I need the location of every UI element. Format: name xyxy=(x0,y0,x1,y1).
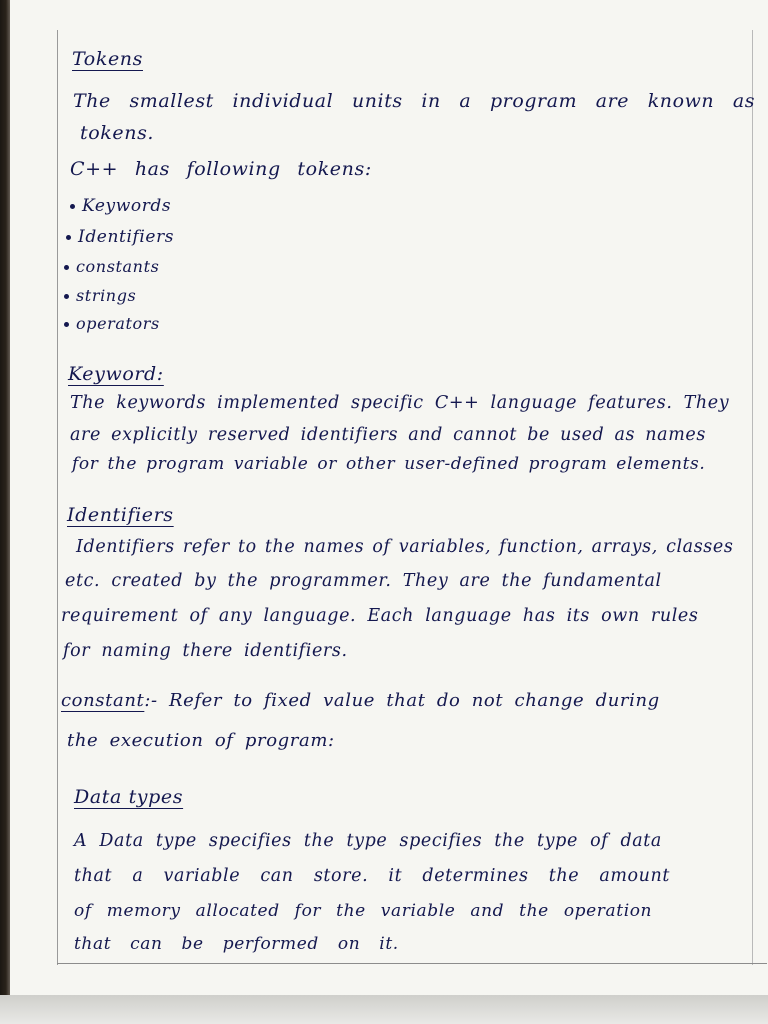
list-item-text: constants xyxy=(76,257,160,276)
tokens-heading: Tokens xyxy=(72,48,143,70)
tokens-list-item xyxy=(64,288,136,304)
keyword-line-1: The keywords implemented specific C++ language features. They xyxy=(70,393,730,413)
identifiers-line-1: Identifiers refer to the names of variables, function, arrays, classes xyxy=(76,537,734,557)
keyword-line-3: for the program variable or other user-defined program elements. xyxy=(72,454,706,474)
bottom-rule xyxy=(57,963,767,964)
bullet-icon xyxy=(70,204,75,209)
datatypes-line-3: of memory allocated for the variable and the operation xyxy=(74,901,653,921)
constant-line-2: the execution of program: xyxy=(67,730,335,751)
tokens-line-2: tokens. xyxy=(80,122,155,144)
list-item-text: strings xyxy=(76,286,137,305)
margin-rule xyxy=(57,30,58,965)
bullet-icon xyxy=(64,294,69,299)
constant-line-1 xyxy=(61,692,660,710)
datatypes-line-1: A Data type specifies the type specifies the type of data xyxy=(74,831,662,851)
tokens-list-item xyxy=(66,229,174,246)
datatypes-line-2: that a variable can store. it determines the amount xyxy=(74,866,671,886)
list-item-text: Keywords xyxy=(82,196,172,216)
datatypes-heading: Data types xyxy=(74,786,184,808)
tokens-list-item xyxy=(70,198,171,215)
tokens-list-item xyxy=(64,259,159,275)
notebook-page xyxy=(10,0,768,995)
right-margin-rule xyxy=(752,30,753,965)
tokens-line-3: C++ has following tokens: xyxy=(70,158,372,180)
bullet-icon xyxy=(64,322,69,327)
tokens-list-item xyxy=(64,316,160,332)
constant-heading: constant xyxy=(61,690,145,711)
page-bottom-edge xyxy=(0,995,768,1024)
binding-shadow xyxy=(0,0,10,1024)
bullet-icon xyxy=(66,235,71,240)
datatypes-line-4: that can be performed on it. xyxy=(74,934,399,954)
keyword-heading: Keyword: xyxy=(68,363,164,385)
constant-line-1-text: :- Refer to fixed value that do not change during xyxy=(144,690,660,711)
identifiers-line-2: etc. created by the programmer. They are the fundamental xyxy=(65,571,662,591)
identifiers-line-3: requirement of any language. Each language has its own rules xyxy=(61,606,699,626)
tokens-line-1: The smallest individual units in a program are known as xyxy=(73,90,756,112)
list-item-text: Identifiers xyxy=(78,227,175,247)
keyword-line-2: are explicitly reserved identifiers and cannot be used as names xyxy=(70,425,706,445)
bullet-icon xyxy=(64,265,69,270)
identifiers-line-4: for naming there identifiers. xyxy=(63,641,348,661)
identifiers-heading: Identifiers xyxy=(67,504,174,526)
list-item-text: operators xyxy=(76,314,160,333)
